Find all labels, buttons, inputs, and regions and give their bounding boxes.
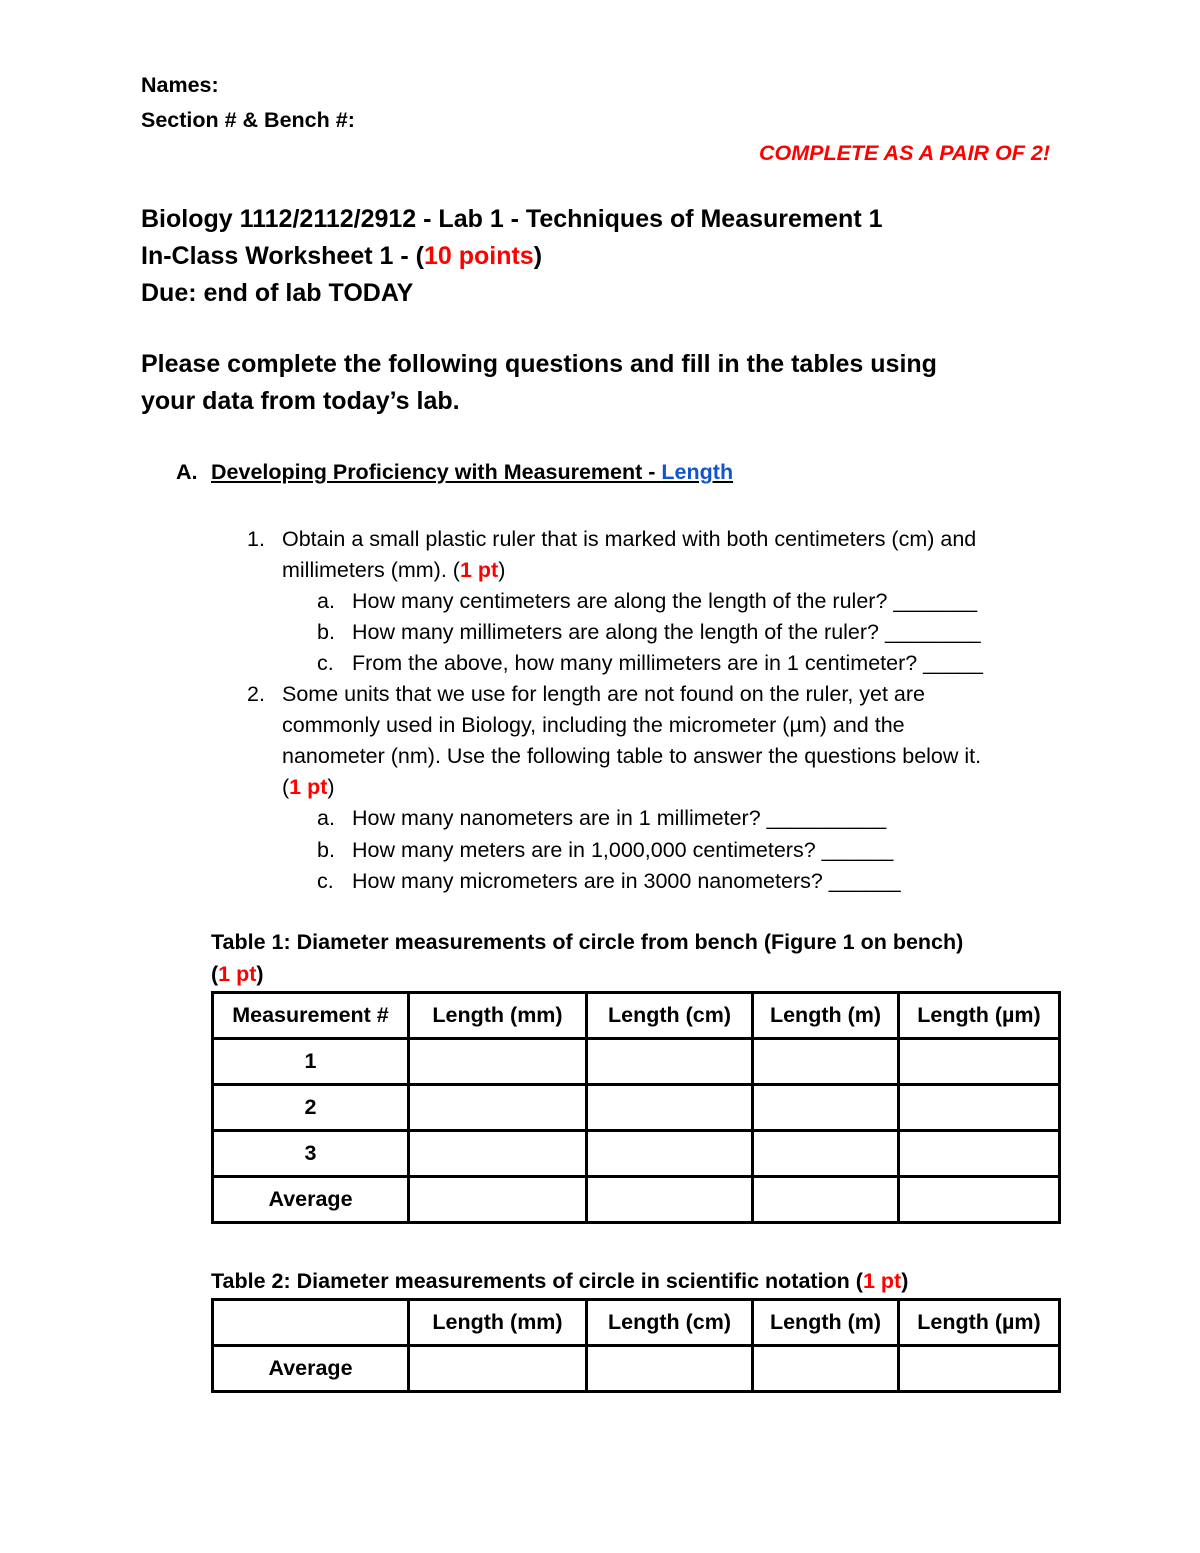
- table-row: [213, 1346, 1060, 1392]
- q1b-marker: b.: [317, 620, 335, 644]
- q1-number: 1.: [247, 527, 265, 551]
- q1-line-2: [282, 555, 505, 585]
- table1-header: Measurement #: [213, 993, 409, 1039]
- title-prefix: In-Class Worksheet 1 - (: [141, 242, 424, 270]
- q1b-text: How many millimeters are along the length of the ruler? ________: [352, 620, 981, 644]
- q1-line-2-text: millimeters (mm). (: [282, 558, 460, 582]
- title-line-1: Biology 1112/2112/2912 - Lab 1 - Techniques of Measurement 1: [141, 205, 883, 233]
- q1-close: ): [498, 558, 506, 582]
- q1-line-1: Obtain a small plastic ruler that is marked with both centimeters (cm) and: [282, 527, 977, 551]
- table-cell[interactable]: [753, 1131, 899, 1177]
- table-cell[interactable]: [409, 1346, 587, 1392]
- table-cell[interactable]: [409, 1131, 587, 1177]
- table-cell[interactable]: [587, 1039, 753, 1085]
- table-row: [213, 1177, 1060, 1223]
- row-label: Average: [213, 1346, 409, 1392]
- table-cell[interactable]: [753, 1085, 899, 1131]
- q2-line-3: nanometer (nm). Use the following table to answer the questions below it.: [282, 744, 982, 768]
- table1-header-row: [213, 993, 1060, 1039]
- row-label: 3: [213, 1131, 409, 1177]
- q2-line-2: commonly used in Biology, including the micrometer (µm) and the: [282, 713, 905, 737]
- table-cell[interactable]: [587, 1085, 753, 1131]
- row-label: 2: [213, 1085, 409, 1131]
- table-cell[interactable]: [409, 1039, 587, 1085]
- table-cell[interactable]: [899, 1085, 1060, 1131]
- q2-points-line: [282, 772, 335, 802]
- table-cell[interactable]: [899, 1346, 1060, 1392]
- table2-header: [213, 1300, 409, 1346]
- q2c-text: How many micrometers are in 3000 nanometers? ______: [352, 869, 901, 893]
- instructions-line-1: Please complete the following questions and fill in the tables using: [141, 350, 937, 378]
- q1c-marker: c.: [317, 651, 334, 675]
- table1-header: Length (cm): [587, 993, 753, 1039]
- pair-notice: COMPLETE AS A PAIR OF 2!: [758, 141, 1050, 165]
- table-row: [213, 1131, 1060, 1177]
- q2-close: ): [327, 775, 335, 799]
- q2c-marker: c.: [317, 869, 334, 893]
- q2a-text: How many nanometers are in 1 millimeter? __________: [352, 806, 887, 830]
- section-a-length-link[interactable]: Length: [661, 460, 734, 484]
- table2-caption-line: [211, 1266, 908, 1296]
- table2-points: 1 pt: [862, 1269, 902, 1293]
- section-a-heading: [211, 457, 733, 487]
- due-line: Due: end of lab TODAY: [141, 279, 414, 307]
- table-cell[interactable]: [409, 1085, 587, 1131]
- q2-number: 2.: [247, 682, 265, 706]
- table-row: [213, 1039, 1060, 1085]
- table-cell[interactable]: [899, 1177, 1060, 1223]
- table-cell[interactable]: [587, 1177, 753, 1223]
- table1-header: Length (mm): [409, 993, 587, 1039]
- q1c-text: From the above, how many millimeters are in 1 centimeter? _____: [352, 651, 983, 675]
- table2-header: Length (m): [753, 1300, 899, 1346]
- table-cell[interactable]: [587, 1131, 753, 1177]
- table-cell[interactable]: [409, 1177, 587, 1223]
- table-cell[interactable]: [753, 1039, 899, 1085]
- table2-header-row: [213, 1300, 1060, 1346]
- q1a-marker: a.: [317, 589, 335, 613]
- table1-header: Length (m): [753, 993, 899, 1039]
- table-cell[interactable]: [899, 1039, 1060, 1085]
- section-a-marker: A.: [176, 460, 198, 484]
- q2-points: 1 pt: [289, 775, 328, 799]
- title-suffix: ): [533, 242, 543, 270]
- q2b-text: How many meters are in 1,000,000 centimeters? ______: [352, 838, 894, 862]
- table2-header: Length (cm): [587, 1300, 753, 1346]
- table1: [211, 991, 1061, 1224]
- title-points: 10 points: [423, 242, 534, 270]
- table2-close: ): [901, 1269, 909, 1293]
- table1-header: Length (µm): [899, 993, 1060, 1039]
- table-cell[interactable]: [899, 1131, 1060, 1177]
- table-cell[interactable]: [587, 1346, 753, 1392]
- table2-caption: Table 2: Diameter measurements of circle in scientific notation (: [211, 1269, 863, 1293]
- names-label: Names:: [141, 73, 219, 97]
- q2-line-1: Some units that we use for length are not found on the ruler, yet are: [282, 682, 926, 706]
- table1-close: ): [256, 962, 264, 986]
- q2-open: (: [282, 775, 290, 799]
- table1-open: (: [211, 962, 219, 986]
- q1-points: 1 pt: [459, 558, 499, 582]
- instructions-line-2: your data from today’s lab.: [141, 387, 460, 415]
- table2-header: Length (µm): [899, 1300, 1060, 1346]
- table1-points: 1 pt: [218, 962, 257, 986]
- table-cell[interactable]: [753, 1346, 899, 1392]
- q2b-marker: b.: [317, 838, 335, 862]
- table1-caption: Table 1: Diameter measurements of circle from bench (Figure 1 on bench): [211, 930, 964, 954]
- table2-header: Length (mm): [409, 1300, 587, 1346]
- table1-points-line: [211, 959, 264, 989]
- row-label: 1: [213, 1039, 409, 1085]
- title-line-2: [141, 241, 542, 271]
- row-label: Average: [213, 1177, 409, 1223]
- section-bench-label: Section # & Bench #:: [141, 108, 355, 132]
- table2: [211, 1298, 1061, 1393]
- q1a-text: How many centimeters are along the length of the ruler? _______: [352, 589, 978, 613]
- section-a-heading-text: Developing Proficiency with Measurement -: [211, 460, 662, 484]
- q2a-marker: a.: [317, 806, 335, 830]
- table-row: [213, 1085, 1060, 1131]
- table-cell[interactable]: [753, 1177, 899, 1223]
